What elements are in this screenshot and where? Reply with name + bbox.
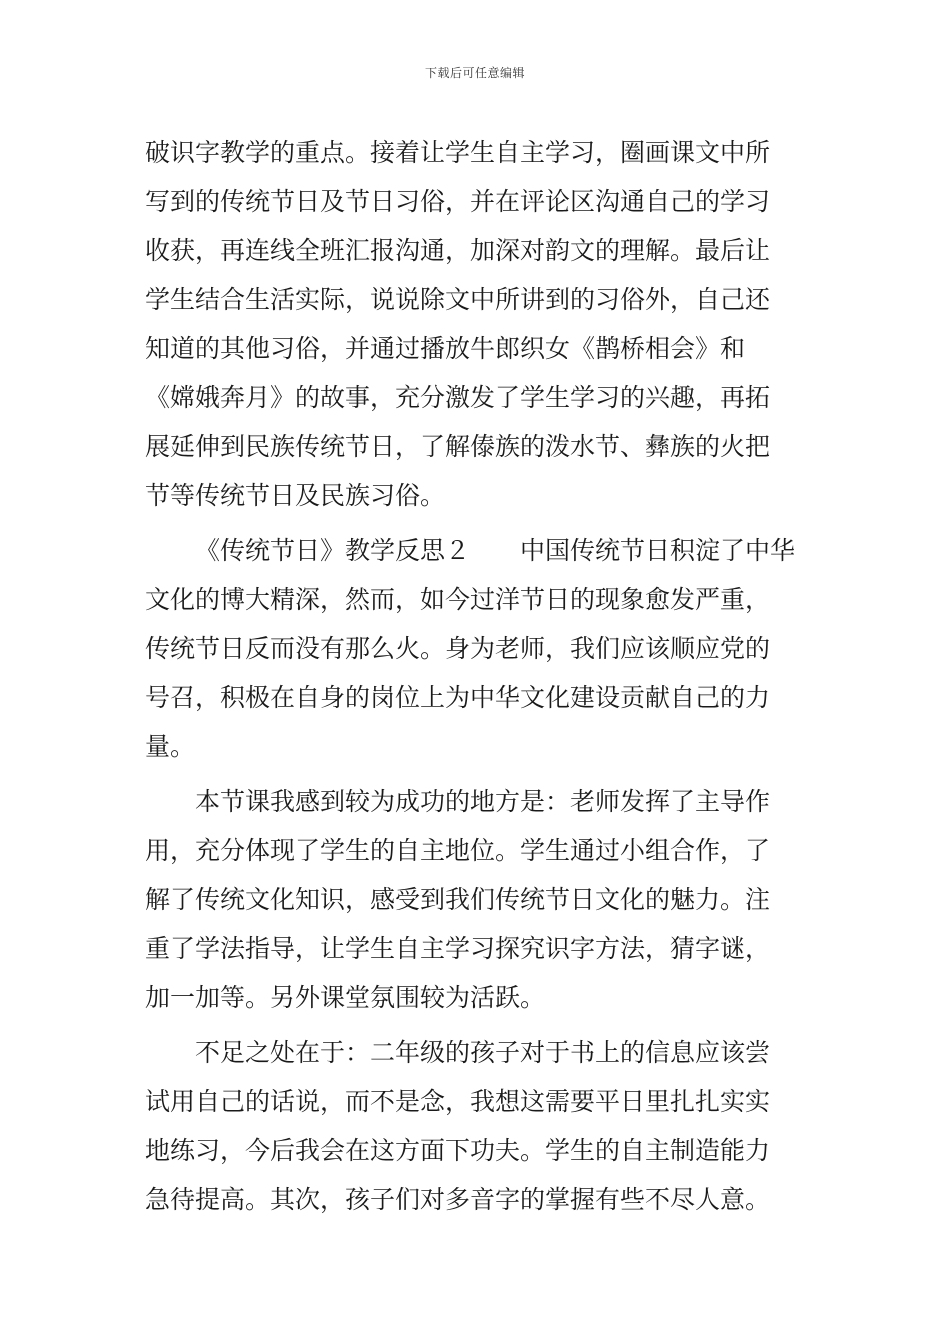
text-line: 重了学法指导，让学生自主学习探究识字方法，猜字谜， <box>145 934 771 963</box>
section-heading-line: 《传统节日》教学反思２ 中国传统节日积淀了中华 <box>195 536 796 565</box>
text-line: 急待提高。其次，孩子们对多音字的掌握有些不尽人意。 <box>145 1185 771 1214</box>
text-line: 用，充分体现了学生的自主地位。学生通过小组合作，了 <box>145 836 771 865</box>
text-line: 量。 <box>145 732 196 761</box>
text-line: 《嫦娥奔月》的故事，充分激发了学生学习的兴趣，再拓 <box>145 383 771 412</box>
text-line: 号召，积极在自身的岗位上为中华文化建设贡献自己的力 <box>145 683 771 712</box>
text-line: 不足之处在于：二年级的孩子对于书上的信息应该尝 <box>195 1038 771 1067</box>
text-line: 展延伸到民族传统节日，了解傣族的泼水节、彝族的火把 <box>145 432 771 461</box>
text-line: 学生结合生活实际，说说除文中所讲到的习俗外，自己还 <box>145 285 771 314</box>
text-line: 破识字教学的重点。接着让学生自主学习，圈画课文中所 <box>145 138 771 167</box>
text-line: 本节课我感到较为成功的地方是：老师发挥了主导作 <box>195 787 771 816</box>
document-body <box>145 128 807 1224</box>
text-line: 加一加等。另外课堂氛围较为活跃。 <box>145 983 546 1012</box>
text-line: 写到的传统节日及节日习俗，并在评论区沟通自己的学习 <box>145 187 771 216</box>
paragraph-4 <box>145 1028 807 1224</box>
text-line: 文化的博大精深，然而，如今过洋节日的现象愈发严重， <box>145 585 771 614</box>
text-line: 传统节日反而没有那么火。身为老师，我们应该顺应党的 <box>145 634 771 663</box>
text-line: 地练习，今后我会在这方面下功夫。学生的自主制造能力 <box>145 1136 771 1165</box>
text-line: 知道的其他习俗，并通过播放牛郎织女《鹊桥相会》和 <box>145 334 746 363</box>
paragraph-3 <box>145 777 807 1022</box>
paragraph-1 <box>145 128 807 520</box>
text-line: 试用自己的话说，而不是念，我想这需要平日里扎扎实实 <box>145 1087 771 1116</box>
text-line: 解了传统文化知识，感受到我们传统节日文化的魅力。注 <box>145 885 771 914</box>
text-line: 收获，再连线全班汇报沟通，加深对韵文的理解。最后让 <box>145 236 771 265</box>
page-header: 下载后可任意编辑 <box>424 66 525 80</box>
text-line: 节等传统节日及民族习俗。 <box>145 481 446 510</box>
paragraph-2 <box>145 526 807 771</box>
